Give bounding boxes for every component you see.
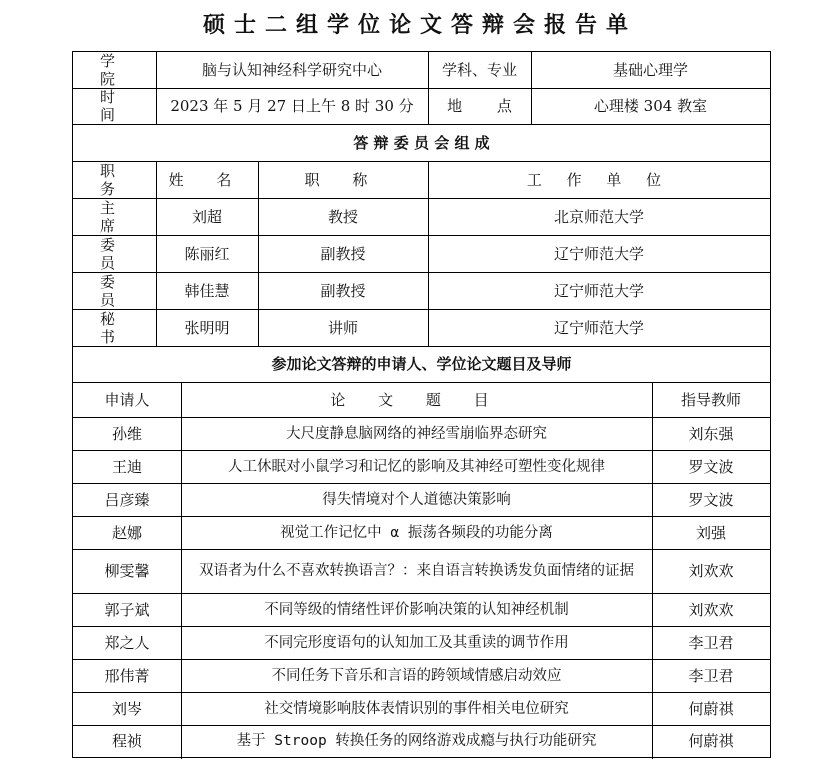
college-value: 脑与认知神经科学研究中心 <box>201 61 382 79</box>
committee-name: 陈丽红 <box>184 244 230 263</box>
thesis-applicant: 郑之人 <box>104 633 150 652</box>
thesis-applicant: 刘岑 <box>111 699 142 718</box>
major-label: 学科、专业 <box>441 61 517 79</box>
thesis-applicant: 王迪 <box>111 457 142 476</box>
committee-rank: 副教授 <box>320 281 366 300</box>
thesis-topic: 不同任务下音乐和言语的跨领域情感启动效应 <box>271 667 562 684</box>
theses-header-advisor: 指导教师 <box>680 390 741 409</box>
committee-name: 刘超 <box>191 207 222 226</box>
page-title: 硕士二组学位论文答辩会报告单 <box>202 13 637 38</box>
theses-section-title: 参加论文答辩的申请人、学位论文题目及导师 <box>271 355 572 373</box>
committee-header-name: 姓 名 <box>168 170 246 189</box>
committee-unit: 北京师范大学 <box>553 207 644 226</box>
committee-role: 委 员 <box>99 235 129 272</box>
thesis-topic: 不同等级的情绪性评价影响决策的认知神经机制 <box>264 601 569 618</box>
thesis-applicant: 孙维 <box>111 424 142 443</box>
report-table <box>72 51 771 758</box>
committee-name: 张明明 <box>184 318 230 337</box>
thesis-topic: 社交情境影响肢体表情识别的事件相关电位研究 <box>264 700 569 717</box>
thesis-applicant: 邢伟菁 <box>104 666 150 685</box>
committee-rank: 教授 <box>327 207 358 226</box>
thesis-applicant: 赵娜 <box>111 523 142 542</box>
committee-unit: 辽宁师范大学 <box>553 318 644 337</box>
committee-role: 秘 书 <box>99 309 129 346</box>
thesis-applicant: 郭子斌 <box>104 600 150 619</box>
thesis-applicant: 程祯 <box>111 732 142 750</box>
committee-header-role: 职 务 <box>99 161 129 198</box>
thesis-applicant: 吕彦臻 <box>104 490 150 509</box>
thesis-advisor: 罗文波 <box>688 457 734 476</box>
place-label: 地 点 <box>447 97 512 115</box>
thesis-advisor: 刘欢欢 <box>688 562 734 580</box>
thesis-advisor: 李卫君 <box>688 666 734 685</box>
committee-rank: 讲师 <box>327 318 358 337</box>
committee-role: 主 席 <box>99 198 129 235</box>
theses-header-applicant: 申请人 <box>104 390 150 409</box>
thesis-advisor: 何蔚祺 <box>688 699 734 718</box>
committee-unit: 辽宁师范大学 <box>553 281 644 300</box>
place-value: 心理楼 304 教室 <box>593 97 708 115</box>
thesis-topic: 得失情境对个人道德决策影响 <box>322 491 511 508</box>
committee-header-unit: 工 作 单 位 <box>526 170 672 189</box>
thesis-topic: 视觉工作记忆中 α 振荡各频段的功能分离 <box>280 524 553 541</box>
major-value: 基础心理学 <box>612 61 688 79</box>
thesis-topic: 大尺度静息脑网络的神经雪崩临界态研究 <box>286 425 547 442</box>
thesis-advisor: 李卫君 <box>688 633 734 652</box>
committee-role: 委 员 <box>99 272 129 309</box>
thesis-topic: 双语者为什么不喜欢转换语言？：来自语言转换诱发负面情绪的证据 <box>199 563 634 579</box>
thesis-advisor: 何蔚祺 <box>688 732 734 750</box>
thesis-advisor: 罗文波 <box>688 490 734 509</box>
college-label: 学 院 <box>99 52 129 88</box>
time-value: 2023 年 5 月 27 日上午 8 时 30 分 <box>170 97 414 115</box>
committee-name: 韩佳慧 <box>184 281 230 300</box>
thesis-advisor: 刘东强 <box>688 424 734 443</box>
thesis-applicant: 柳雯馨 <box>104 562 150 580</box>
committee-unit: 辽宁师范大学 <box>553 244 644 263</box>
theses-header-topic: 论 文 题 目 <box>330 390 503 409</box>
committee-header-rank: 职 称 <box>304 170 382 189</box>
time-label: 时 间 <box>99 88 129 124</box>
thesis-advisor: 刘欢欢 <box>688 600 734 619</box>
thesis-topic: 基于 Stroop 转换任务的网络游戏成瘾与执行功能研究 <box>236 733 597 749</box>
thesis-topic: 人工休眠对小鼠学习和记忆的影响及其神经可塑性变化规律 <box>228 458 605 475</box>
thesis-topic: 不同完形度语句的认知加工及其重读的调节作用 <box>264 634 569 651</box>
thesis-advisor: 刘强 <box>695 523 726 542</box>
committee-rank: 副教授 <box>320 244 366 263</box>
committee-section-title: 答 辩 委 员 会 组 成 <box>353 133 490 152</box>
